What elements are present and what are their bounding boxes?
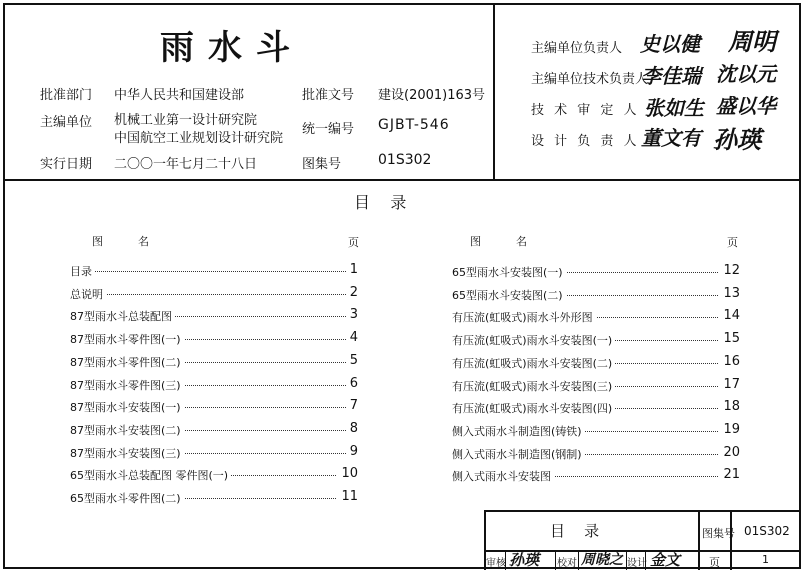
toc-entry-page: 14 [719, 308, 740, 323]
toc-entry [452, 468, 740, 486]
toc-left-name-header: 图 名 [92, 235, 149, 248]
toc-entry-page: 4 [346, 330, 358, 345]
toc-entry-page: 18 [719, 399, 740, 414]
toc-entry-page: 13 [719, 286, 740, 301]
toc-entry-name: 有压流(虹吸式)雨水斗安装图(一) [452, 332, 615, 348]
signature-0b: 周明 [728, 27, 776, 56]
toc-entry [70, 286, 358, 304]
signature-0a: 史以健 [640, 32, 700, 56]
toc-entry-name: 87型雨水斗安装图(二) [70, 422, 184, 438]
toc-entry [452, 287, 740, 305]
toc-entry [70, 377, 358, 395]
toc-leader-dots [70, 271, 358, 272]
toc-entry [70, 445, 358, 463]
toc-entry-page: 1 [346, 262, 358, 277]
toc-entry [70, 331, 358, 349]
titleblock-check-sig: 周晓之 [581, 552, 623, 568]
toc-entry [70, 422, 358, 440]
toc-entry [70, 490, 358, 508]
toc-entry-name: 87型雨水斗安装图(一) [70, 399, 184, 415]
header-divider [3, 179, 801, 181]
toc-entry-name: 65型雨水斗安装图(二) [452, 287, 566, 303]
toc-entry-name: 有压流(虹吸式)雨水斗外形图 [452, 309, 596, 325]
signature-1b: 沈以元 [716, 62, 776, 86]
toc-entry-name: 65型雨水斗安装图(一) [452, 264, 566, 280]
signature-3b: 孙瑛 [713, 125, 761, 154]
toc-entry-page: 17 [719, 377, 740, 392]
approval-dept-value: 中华人民共和国建设部 [114, 88, 245, 103]
titleblock-design-label: 设计 [627, 558, 647, 569]
responsible-label-0: 主编单位负责人 [531, 41, 623, 56]
toc-entry [452, 423, 740, 441]
titleblock-cell-div-c [578, 551, 579, 570]
toc-entry [452, 355, 740, 373]
header-vertical-divider [493, 3, 495, 180]
titleblock-design-sig: 金文 [650, 551, 681, 569]
toc-entry [70, 399, 358, 417]
approval-no-label: 批准文号 [302, 88, 355, 103]
toc-entry-name: 有压流(虹吸式)雨水斗安装图(二) [452, 355, 615, 371]
toc-entry-name: 65型雨水斗总装配图 零件图(一) [70, 467, 231, 483]
effective-date-label: 实行日期 [40, 157, 93, 172]
toc-entry [70, 263, 358, 281]
toc-entry-page: 8 [346, 421, 358, 436]
signature-3a: 董文有 [641, 126, 701, 150]
toc-entry-page: 5 [346, 353, 358, 368]
toc-entry-page: 19 [719, 422, 740, 437]
toc-entry [452, 264, 740, 282]
toc-entry [70, 354, 358, 372]
editor-unit-label: 主编单位 [40, 115, 93, 130]
toc-entry-name: 侧入式雨水斗安装图 [452, 468, 554, 484]
toc-entry [70, 308, 358, 326]
toc-entry-page: 20 [719, 445, 740, 460]
responsible-label-1: 主编单位技术负责人 [531, 72, 649, 87]
titleblock-page-value: 1 [762, 553, 769, 566]
titleblock-check-label: 校对 [557, 558, 577, 569]
toc-entry-page: 9 [346, 444, 358, 459]
toc-entry-page: 11 [337, 489, 358, 504]
signature-2b: 盛以华 [716, 94, 776, 118]
toc-entry-page: 16 [719, 354, 740, 369]
titleblock-page-label: 页 [709, 556, 720, 569]
effective-date-value: 二〇〇一年七月二十八日 [114, 157, 258, 172]
toc-title: 目 录 [354, 193, 407, 212]
toc-entry-name: 87型雨水斗零件图(三) [70, 377, 184, 393]
atlas-no-value: 01S302 [378, 152, 432, 168]
approval-dept-label: 批准部门 [40, 88, 93, 103]
toc-left-page-header: 页 [348, 236, 359, 249]
toc-entry-name: 65型雨水斗零件图(二) [70, 490, 184, 506]
toc-leader-dots [70, 294, 358, 295]
toc-entry [452, 332, 740, 350]
unified-no-label: 统一编号 [302, 122, 355, 137]
toc-entry-page: 7 [346, 398, 358, 413]
titleblock-review-sig: 孙瑛 [509, 551, 540, 569]
signature-2a: 张如生 [644, 96, 704, 120]
titleblock-atlas-value: 01S302 [744, 524, 790, 538]
titleblock-sheet-title: 目 录 [550, 522, 600, 540]
toc-entry-name: 侧入式雨水斗制造图(铸铁) [452, 423, 585, 439]
titleblock-review-label: 审核 [486, 558, 506, 569]
toc-entry-page: 12 [719, 263, 740, 278]
toc-entry-name: 有压流(虹吸式)雨水斗安装图(三) [452, 378, 615, 394]
toc-entry-name: 总说明 [70, 286, 106, 302]
toc-entry [452, 400, 740, 418]
signature-1a: 李佳瑞 [641, 64, 701, 88]
editor-unit-line2: 中国航空工业规划设计研究院 [114, 131, 284, 146]
toc-entry-name: 有压流(虹吸式)雨水斗安装图(四) [452, 400, 615, 416]
toc-entry-page: 3 [346, 307, 358, 322]
atlas-no-label: 图集号 [302, 157, 342, 172]
toc-entry [452, 378, 740, 396]
approval-no-value: 建设(2001)163号 [378, 88, 486, 103]
toc-entry-name: 侧入式雨水斗制造图(钢制) [452, 446, 585, 462]
toc-entry-page: 10 [337, 466, 358, 481]
toc-entry-name: 87型雨水斗安装图(三) [70, 445, 184, 461]
toc-entry-page: 21 [719, 467, 740, 482]
toc-entry-name: 87型雨水斗零件图(一) [70, 331, 184, 347]
titleblock-top-border [484, 510, 801, 512]
unified-no-value: GJBT-546 [378, 117, 450, 133]
titleblock-cell-div-b [555, 551, 556, 570]
toc-entry-name: 87型雨水斗零件图(二) [70, 354, 184, 370]
toc-entry [452, 309, 740, 327]
editor-unit-line1: 机械工业第一设计研究院 [114, 113, 258, 128]
toc-right-page-header: 页 [727, 236, 738, 249]
titleblock-divider-1 [698, 510, 700, 570]
toc-entry-page: 2 [346, 285, 358, 300]
toc-entry-page: 15 [719, 331, 740, 346]
toc-entry-page: 6 [346, 376, 358, 391]
titleblock-atlas-label: 图集号 [702, 527, 735, 540]
responsible-label-2: 技 术 审 定 人 [531, 103, 640, 118]
toc-entry [452, 446, 740, 464]
toc-entry-name: 87型雨水斗总装配图 [70, 308, 175, 324]
toc-entry-name: 目录 [70, 263, 95, 279]
toc-right-name-header: 图 名 [470, 235, 527, 248]
page-title: 雨水斗 [160, 28, 304, 68]
responsible-label-3: 设 计 负 责 人 [531, 134, 640, 149]
toc-entry [70, 467, 358, 485]
